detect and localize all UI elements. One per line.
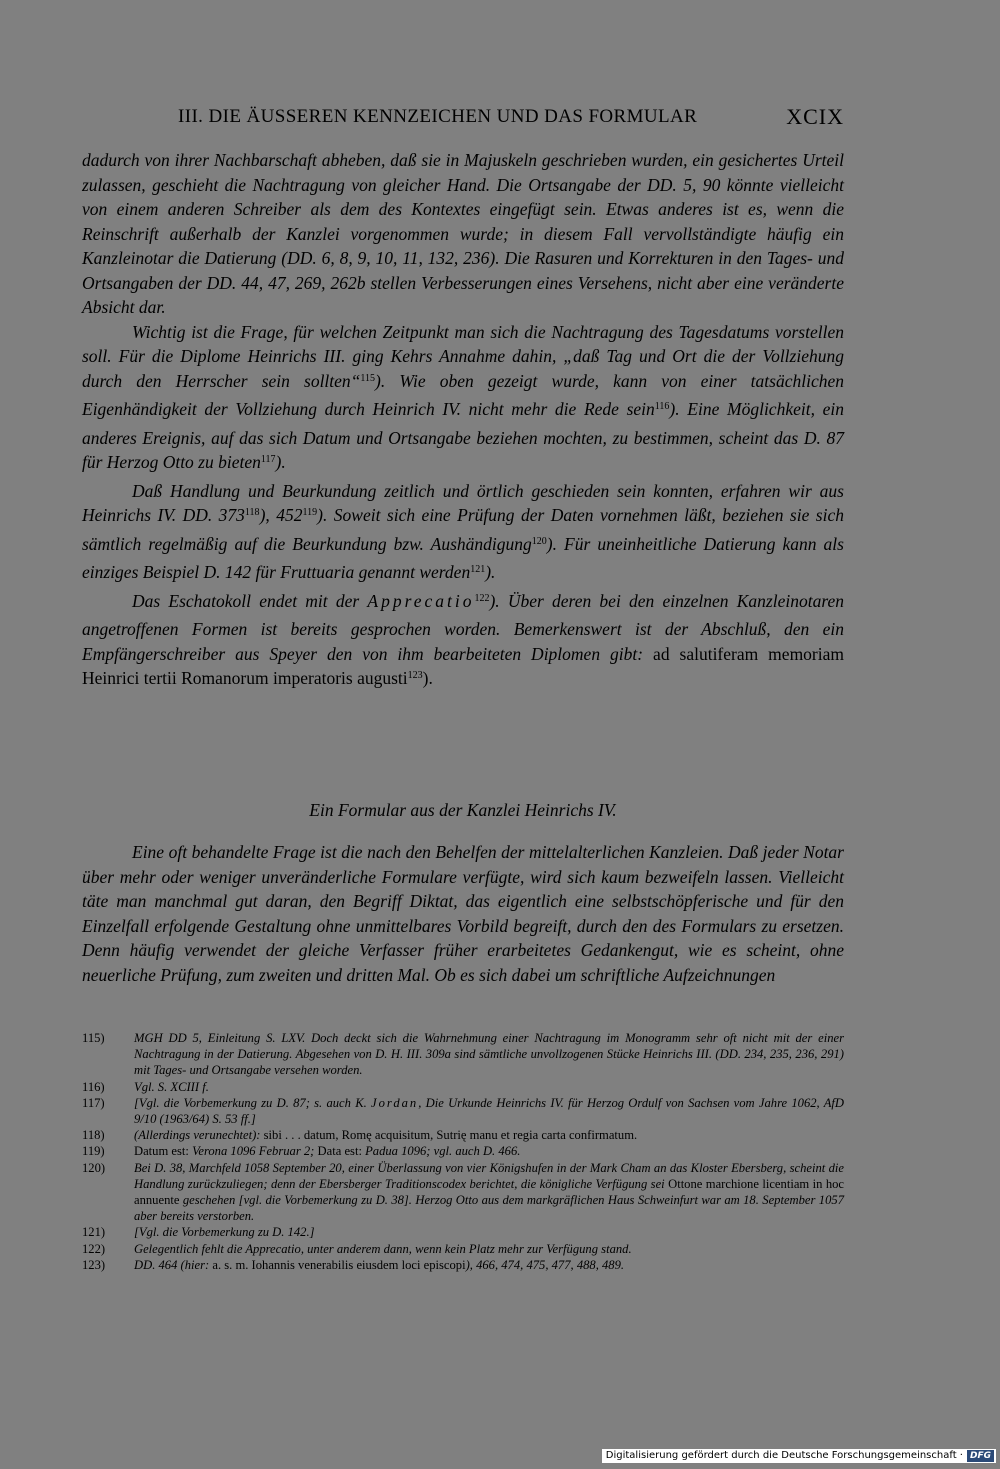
footnote-text: , Die Urkunde Heinrichs IV. für Herzog Ordulf von Sachsen vom Jahre 1062, AfD 9/10 (1963/64) S. 53 ff.] <box>134 1095 845 1127</box>
latin-quote: a. s. m. Iohannis venerabilis eiusdem loci episcopi <box>212 1257 466 1272</box>
footnote-number: 122) <box>82 1241 106 1256</box>
text-run: Wichtig ist die Frage, für welchen Zeitpunkt man sich die Nachtragung des Tagesdatums vorstellen soll. Für die Diplome Heinrichs III. ging Kehrs Annahme dahin, „daß Tag und Ort die der Vollziehung durch den Herrscher sein sollten“ <box>82 321 844 391</box>
footnote-number: 123) <box>82 1257 106 1272</box>
footnote-number: 118) <box>82 1128 105 1143</box>
footnote-text: MGH DD 5, Einleitung S. LXV. Doch deckt sich die Wahrnehmung einer Nachtragung im Monogramm sehr oft nicht mit der einer Nachtragung in der Datierung. Abgesehen von D. H. III. 309a sind sämtliche unvollzogenen Stücke Heinrichs III. (DD. 234, 235, 236, 291) mit Tages- und Ortsangabe versehen worden. <box>134 1031 844 1078</box>
footnote-text: Padua 1096; vgl. auch D. 466. <box>365 1144 521 1159</box>
main-text <box>82 148 844 695</box>
page-number: XCIX <box>786 104 844 129</box>
footnotes <box>82 1030 844 1273</box>
header-title: III. DIE ÄUSSEREN KENNZEICHEN UND DAS FORMULAR <box>178 106 698 127</box>
footnote-number: 117) <box>82 1095 105 1110</box>
footnote-116 <box>82 1079 844 1095</box>
text-run: ). Für uneinheitliche Datierung kann als einziges Beispiel D. 142 für Fruttuaria genannt werden <box>82 533 844 582</box>
apprecatio-term: Apprecatio <box>367 590 475 611</box>
footnote-ref: 116 <box>654 401 670 412</box>
paragraph-4 <box>82 589 844 695</box>
footnote-text: geschehen [vgl. die Vorbemerkung zu D. 38]. Herzog Otto aus dem markgräflichen Haus Schweinfurt war am 18. September 1057 aber bereits verstorben. <box>134 1193 844 1224</box>
footnote-text: (Allerdings verunechtet): <box>134 1128 264 1143</box>
footnote-115 <box>82 1030 844 1079</box>
paragraph-2 <box>82 320 844 479</box>
paragraph-3 <box>82 479 844 589</box>
section-heading: Ein Formular aus der Kanzlei Heinrichs IV. <box>309 800 617 820</box>
footnote-number: 116) <box>82 1079 105 1094</box>
footnote-ref: 121 <box>470 564 486 575</box>
footnote-text: [Vgl. die Vorbemerkung zu D. 142.] <box>134 1225 315 1240</box>
footnote-ref: 123 <box>407 670 423 681</box>
footnote-ref: 119 <box>302 507 318 518</box>
text-run: Das Eschatokoll endet mit der <box>132 590 368 611</box>
footnote-ref: 118 <box>244 507 260 518</box>
footnote-ref: 122 <box>474 592 490 604</box>
footnote-number: 120) <box>82 1160 106 1175</box>
funding-text: Digitalisierung gefördert durch die Deutsche Forschungsgemeinschaft · <box>605 1450 963 1461</box>
text-run: ). <box>422 668 433 688</box>
dfg-logo-icon: DFG <box>967 1450 994 1462</box>
footnote-ref: 117 <box>260 454 276 465</box>
funding-footer <box>602 1449 996 1463</box>
footnote-number: 115) <box>82 1031 105 1045</box>
section-text <box>82 840 844 987</box>
latin-quote: sibi . . . datum, Romę acquisitum, Sutrię manu et regia carta confirmatum. <box>263 1128 638 1143</box>
footnote-text: ), 466, 474, 475, 477, 488, 489. <box>465 1257 625 1272</box>
footnote-117 <box>82 1095 845 1127</box>
footnote-123 <box>82 1257 844 1273</box>
footnote-119 <box>82 1143 844 1159</box>
footnote-ref: 115 <box>360 372 376 384</box>
section-paragraph: Eine oft behandelte Frage ist die nach den Behelfen der mittelalterlichen Kanzleien. Daß jeder Notar über mehr oder weniger unveränderliche Formulare verfügte, wird sich kaum bezweifeln lassen. Vielleicht täte man manchmal gut daran, den Begriff Diktat, das eigentlich eine selbstschöpferische und für den Einzelfall erfolgende Gestaltung ohne unmittelbares Vorbild begreift, durch den des Formulars zu ersetzen. Denn häufig verwendet der gleiche Verfasser früher erarbeitetes Gedankengut, wie es scheint, ohne neuerliche Prüfung, zum zweiten und dritten Mal. Ob es sich dabei um schriftliche Aufzeichnungen <box>82 842 844 985</box>
footnote-ref: 120 <box>531 535 547 547</box>
text-run: ). Eine Möglichkeit, ein anderes Ereignis, auf das sich Datum und Ortsangabe beziehen mochten, zu bestimmen, scheint das D. 87 für Herzog Otto zu bieten <box>82 399 844 472</box>
text-run: ). <box>275 452 286 472</box>
footnote-text: [Vgl. die Vorbemerkung zu D. 87; s. auch K. <box>134 1095 372 1110</box>
text-run: ). Über deren bei den einzelnen Kanzleinotaren angetroffenen Formen ist bereits gesprochen worden. Bemerkenswert ist der Abschluß, den ein Empfängerschreiber aus Speyer den von ihm bearbeiteten Diplomen gibt: <box>82 590 844 664</box>
text-run: ). Soweit sich eine Prüfung der Daten vornehmen läßt, beziehen sie sich sämtlich regelmäßig auf die Beurkundung bzw. Aushändigung <box>82 505 844 554</box>
footnote-number: 121) <box>82 1225 106 1240</box>
footnote-text: Verona 1096 Februar 2; <box>192 1144 318 1159</box>
footnote-text: Bei D. 38, Marchfeld 1058 September 20, einer Überlassung von vier Königshufen in der Mark Cham an das Kloster Ebersberg, scheint die Handlung zurückzuliegen; denn der Ebersberger Traditionscodex berichtet, die königliche Verfügung sei <box>134 1160 844 1191</box>
latin-quote: ad salutiferam memoriam Heinrici tertii Romanorum imperatoris augusti <box>82 643 844 688</box>
footnote-118 <box>82 1127 844 1143</box>
text-run: ), 452 <box>259 505 303 525</box>
footnote-120 <box>82 1160 845 1225</box>
text-run: ). <box>485 562 496 582</box>
footnote-121 <box>82 1224 844 1240</box>
footnote-number: 119) <box>82 1144 105 1159</box>
footnote-122 <box>82 1241 844 1257</box>
running-header <box>82 104 844 134</box>
text-run: Daß Handlung und Beurkundung zeitlich und örtlich geschieden sein konnten, erfahren wir aus Heinrichs IV. DD. 373 <box>82 480 844 525</box>
footnote-text: Datum est: <box>134 1144 193 1159</box>
text-run: ). Wie oben gezeigt wurde, kann von einer tatsächlichen Eigenhändigkeit der Vollziehung durch Heinrich IV. nicht mehr die Rede sein <box>82 370 844 419</box>
footnote-text: DD. 464 (hier: <box>134 1257 213 1272</box>
paragraph-1: dadurch von ihrer Nachbarschaft abheben, daß sie in Majuskeln geschrieben wurden, ein gesichertes Urteil zulassen, geschieht die Nachtragung von gleicher Hand. Die Ortsangabe der DD. 5, 90 könnte vielleicht von einem anderen Schreiber als dem des Kontextes eingefügt sein. Etwas anderes ist es, wenn die Reinschrift außerhalb der Kanzlei vorgenommen wurde; in diesem Fall vervollständigte häufig ein Kanzleinotar die Datierung (DD. 6, 8, 9, 10, 11, 132, 236). Die Rasuren und Korrekturen in den Tages- und Ortsangaben der DD. 44, 47, 269, 262b stellen Verbesserungen eines Versehens, nicht aber eine veränderte Absicht dar. <box>82 150 844 317</box>
latin-quote: Ottone marchione licentiam in hoc annuente <box>134 1176 845 1208</box>
author-name: Jordan <box>371 1095 419 1110</box>
footnote-text: Gelegentlich fehlt die Apprecatio, unter anderem dann, wenn kein Platz mehr zur Verfügung stand. <box>134 1241 632 1256</box>
footnote-text: Vgl. S. XCIII f. <box>134 1079 209 1094</box>
footnote-text: Data est: <box>317 1144 366 1159</box>
